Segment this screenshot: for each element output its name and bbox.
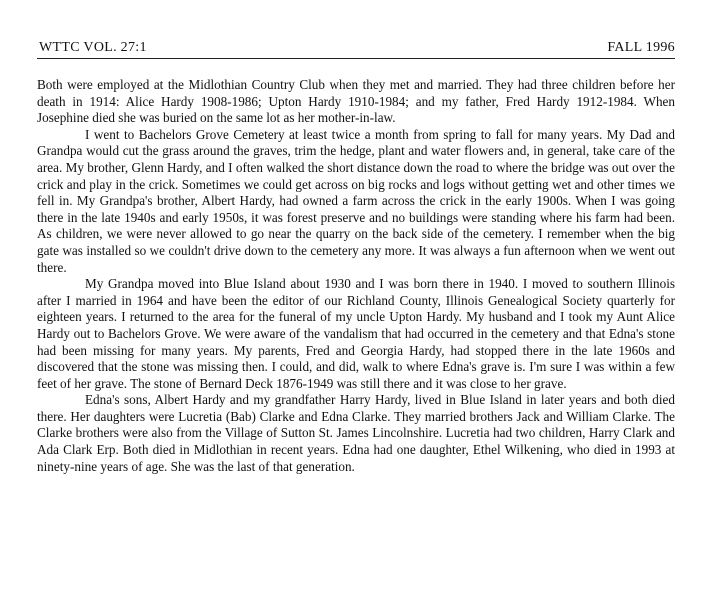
issue-season: FALL 1996 <box>607 40 675 55</box>
paragraph-blue-island: My Grandpa moved into Blue Island about 1930 and I was born there in 1940. I moved to southern Illinois after I married in 1964 and have been the editor of our Richland County, Illinois Genealogical Society quarterly for eighteen years. I returned to the area for the funeral of my uncle Upton Hardy. My husband and I took my Aunt Alice Hardy out to Bachelors Grove. We were aware of the vandalism that had occurred in the cemetery and that Edna's stone had been missing for many years. My parents, Fred and Georgia Hardy, had stopped there in the late 1960s and discovered that the stone was missing then. I could, and did, walk to where Edna's grave is. I'm sure I was within a few feet of her grave. The stone of Bernard Deck 1876-1949 was still there and it was close to her grave. <box>37 276 675 391</box>
running-header <box>37 38 675 59</box>
paragraph-continuation: Both were employed at the Midlothian Country Club when they met and married. They had three children before her death in 1914: Alice Hardy 1908-1986; Upton Hardy 1910-1984; and my father, Fred Hardy 1912-1984. When Josephine died she was buried on the same lot as her mother-in-law. <box>37 77 675 126</box>
paragraph-cemetery-visits: I went to Bachelors Grove Cemetery at least twice a month from spring to fall for many years. My Dad and Grandpa would cut the grass around the graves, trim the hedge, plant and water flowers and, in general, take care of the area. My brother, Glenn Hardy, and I often walked the short distance down the road to where the bridge was out over the crick and play in the crick. Sometimes we could get across on big rocks and logs without getting wet and other times we fell in. My Grandpa's brother, Albert Hardy, had owned a farm across the crick in the early 1900s. When I was going there in the late 1940s and early 1950s, it was forest preserve and no buildings were standing where his farm had been. As children, we were never allowed to go near the quarry on the back side of the cemetery. I remember when the big gate was installed so we couldn't drive down to the cemetery any more. It was always a fun afternoon when we went out there. <box>37 126 675 275</box>
paragraph-ednas-children: Edna's sons, Albert Hardy and my grandfather Harry Hardy, lived in Blue Island in later years and both died there. Her daughters were Lucretia (Bab) Clarke and Edna Clarke. They married brothers Jack and William Clarke. The Clarke brothers were also from the Village of Sutton St. James Lincolnshire. Lucretia had two children, Harry Clark and Ada Clark Erp. Both died in Midlothian in recent years. Edna had one daughter, Ethel Wilkening, who died in 1993 at ninety-nine years of age. She was the last of that generation. <box>37 392 675 474</box>
document-page <box>37 38 675 475</box>
article-body <box>37 77 675 475</box>
journal-volume: WTTC VOL. 27:1 <box>39 40 147 55</box>
